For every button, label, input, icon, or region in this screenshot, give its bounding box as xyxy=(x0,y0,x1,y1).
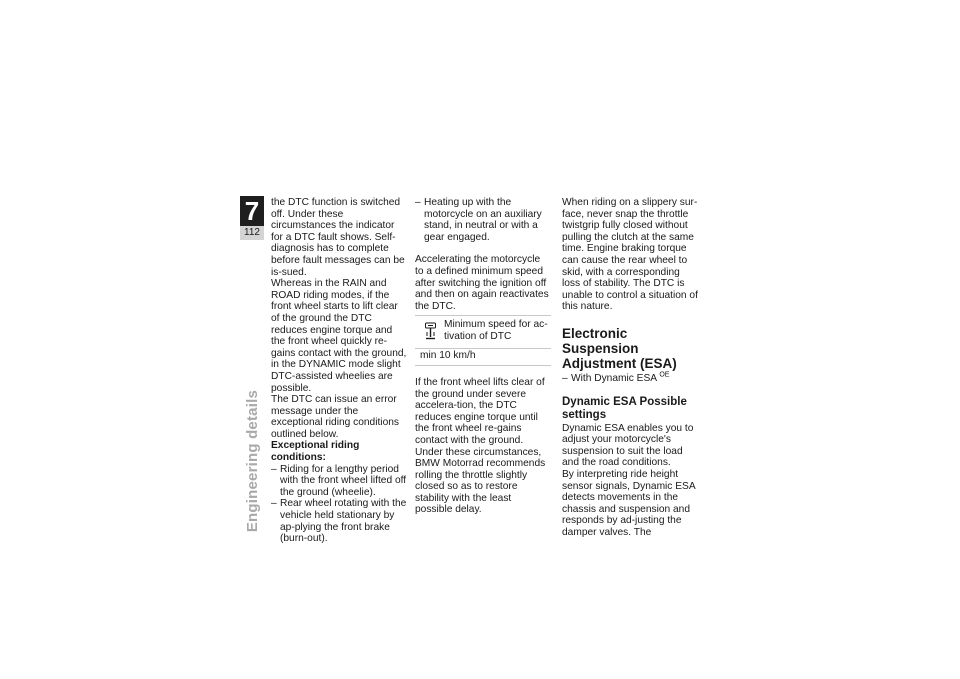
dash-bullet: – xyxy=(562,372,568,384)
dash-bullet: – xyxy=(415,197,421,208)
list-item: – With Dynamic ESA $^{OE}$ xyxy=(562,371,670,384)
paragraph: When riding on a slippery sur-face, never snap the throttle twistgrip fully closed without pulling the clutch at the same time. Engine braking torque can cause the rear wheel to skid, with a corresponding loss of stability. The DTC is unable to control a situation of this nature. xyxy=(562,197,698,313)
spec-header xyxy=(415,316,551,349)
chapter-tab xyxy=(240,196,264,242)
section-title-esa: Electronic Suspension Adjustment (ESA) xyxy=(562,325,677,371)
list-item: – Riding for a lengthy period with the front wheel lifted off the ground (wheelie). xyxy=(271,463,407,498)
dash-bullet: – xyxy=(271,498,277,510)
paragraph: Accelerating the motorcycle to a defined minimum speed after switching the ignition off and then on again reactivates the DTC. xyxy=(415,254,549,312)
page-number: 112 xyxy=(240,226,264,240)
chapter-title: Engineering details xyxy=(244,390,261,533)
spec-label: Minimum speed for ac-tivation of DTC xyxy=(444,319,548,342)
spec-table xyxy=(415,315,551,366)
speed-gauge-icon xyxy=(424,322,437,340)
dash-bullet: – xyxy=(271,463,277,475)
paragraph: By interpreting ride height sensor signals, Dynamic ESA detects movements in the chassis and suspension and responds by ad-justing the damper valves. The xyxy=(562,468,696,538)
conditions-list-cont xyxy=(415,197,551,243)
list-item: – Heating up with the motorcycle on an auxiliary stand, in neutral or with a gear engaged. xyxy=(415,197,542,243)
paragraph: Dynamic ESA enables you to adjust your motorcycle's suspension to suit the load and the road conditions. xyxy=(562,422,694,469)
chapter-number: 7 xyxy=(240,196,264,226)
chapter-title-vertical xyxy=(241,390,263,533)
paragraph: If the front wheel lifts clear of the ground under severe accelera-tion, the DTC reduces engine torque until the front wheel re-gains contact with the ground. Under these circumstances, BMW Motorrad recommends rolling the throttle slightly closed so as to restore stability with the least possible delay. xyxy=(415,376,546,516)
section-heading: Exceptional riding conditions: xyxy=(271,440,360,464)
list-item: – Rear wheel rotating with the vehicle held stationary by ap-plying the front brake (burn-out). xyxy=(271,498,407,545)
subsection-title: Dynamic ESA Possible settings xyxy=(562,395,687,421)
equipment-list xyxy=(562,373,700,385)
paragraph: The DTC can issue an error message under the exceptional riding conditions outlined below. xyxy=(271,394,399,440)
spec-value: min 10 km/h xyxy=(420,350,476,362)
oe-superscript: OE xyxy=(659,371,670,379)
paragraph: Whereas in the RAIN and ROAD riding modes, if the front wheel starts to lift clear of the ground the DTC reduces engine torque and the front wheel quickly re-gains contact with the ground, in the DYNAMIC mode slight DTC-assisted wheelies are possible. xyxy=(271,278,407,394)
text-column-2 xyxy=(415,197,551,516)
conditions-list xyxy=(271,464,407,545)
text-column-1 xyxy=(271,197,407,545)
text-column-3 xyxy=(562,197,700,538)
paragraph: the DTC function is switched off. Under these circumstances the indicator for a DTC fault shows. Self-diagnosis has to complete before fault messages can be is-sued. xyxy=(271,197,405,278)
